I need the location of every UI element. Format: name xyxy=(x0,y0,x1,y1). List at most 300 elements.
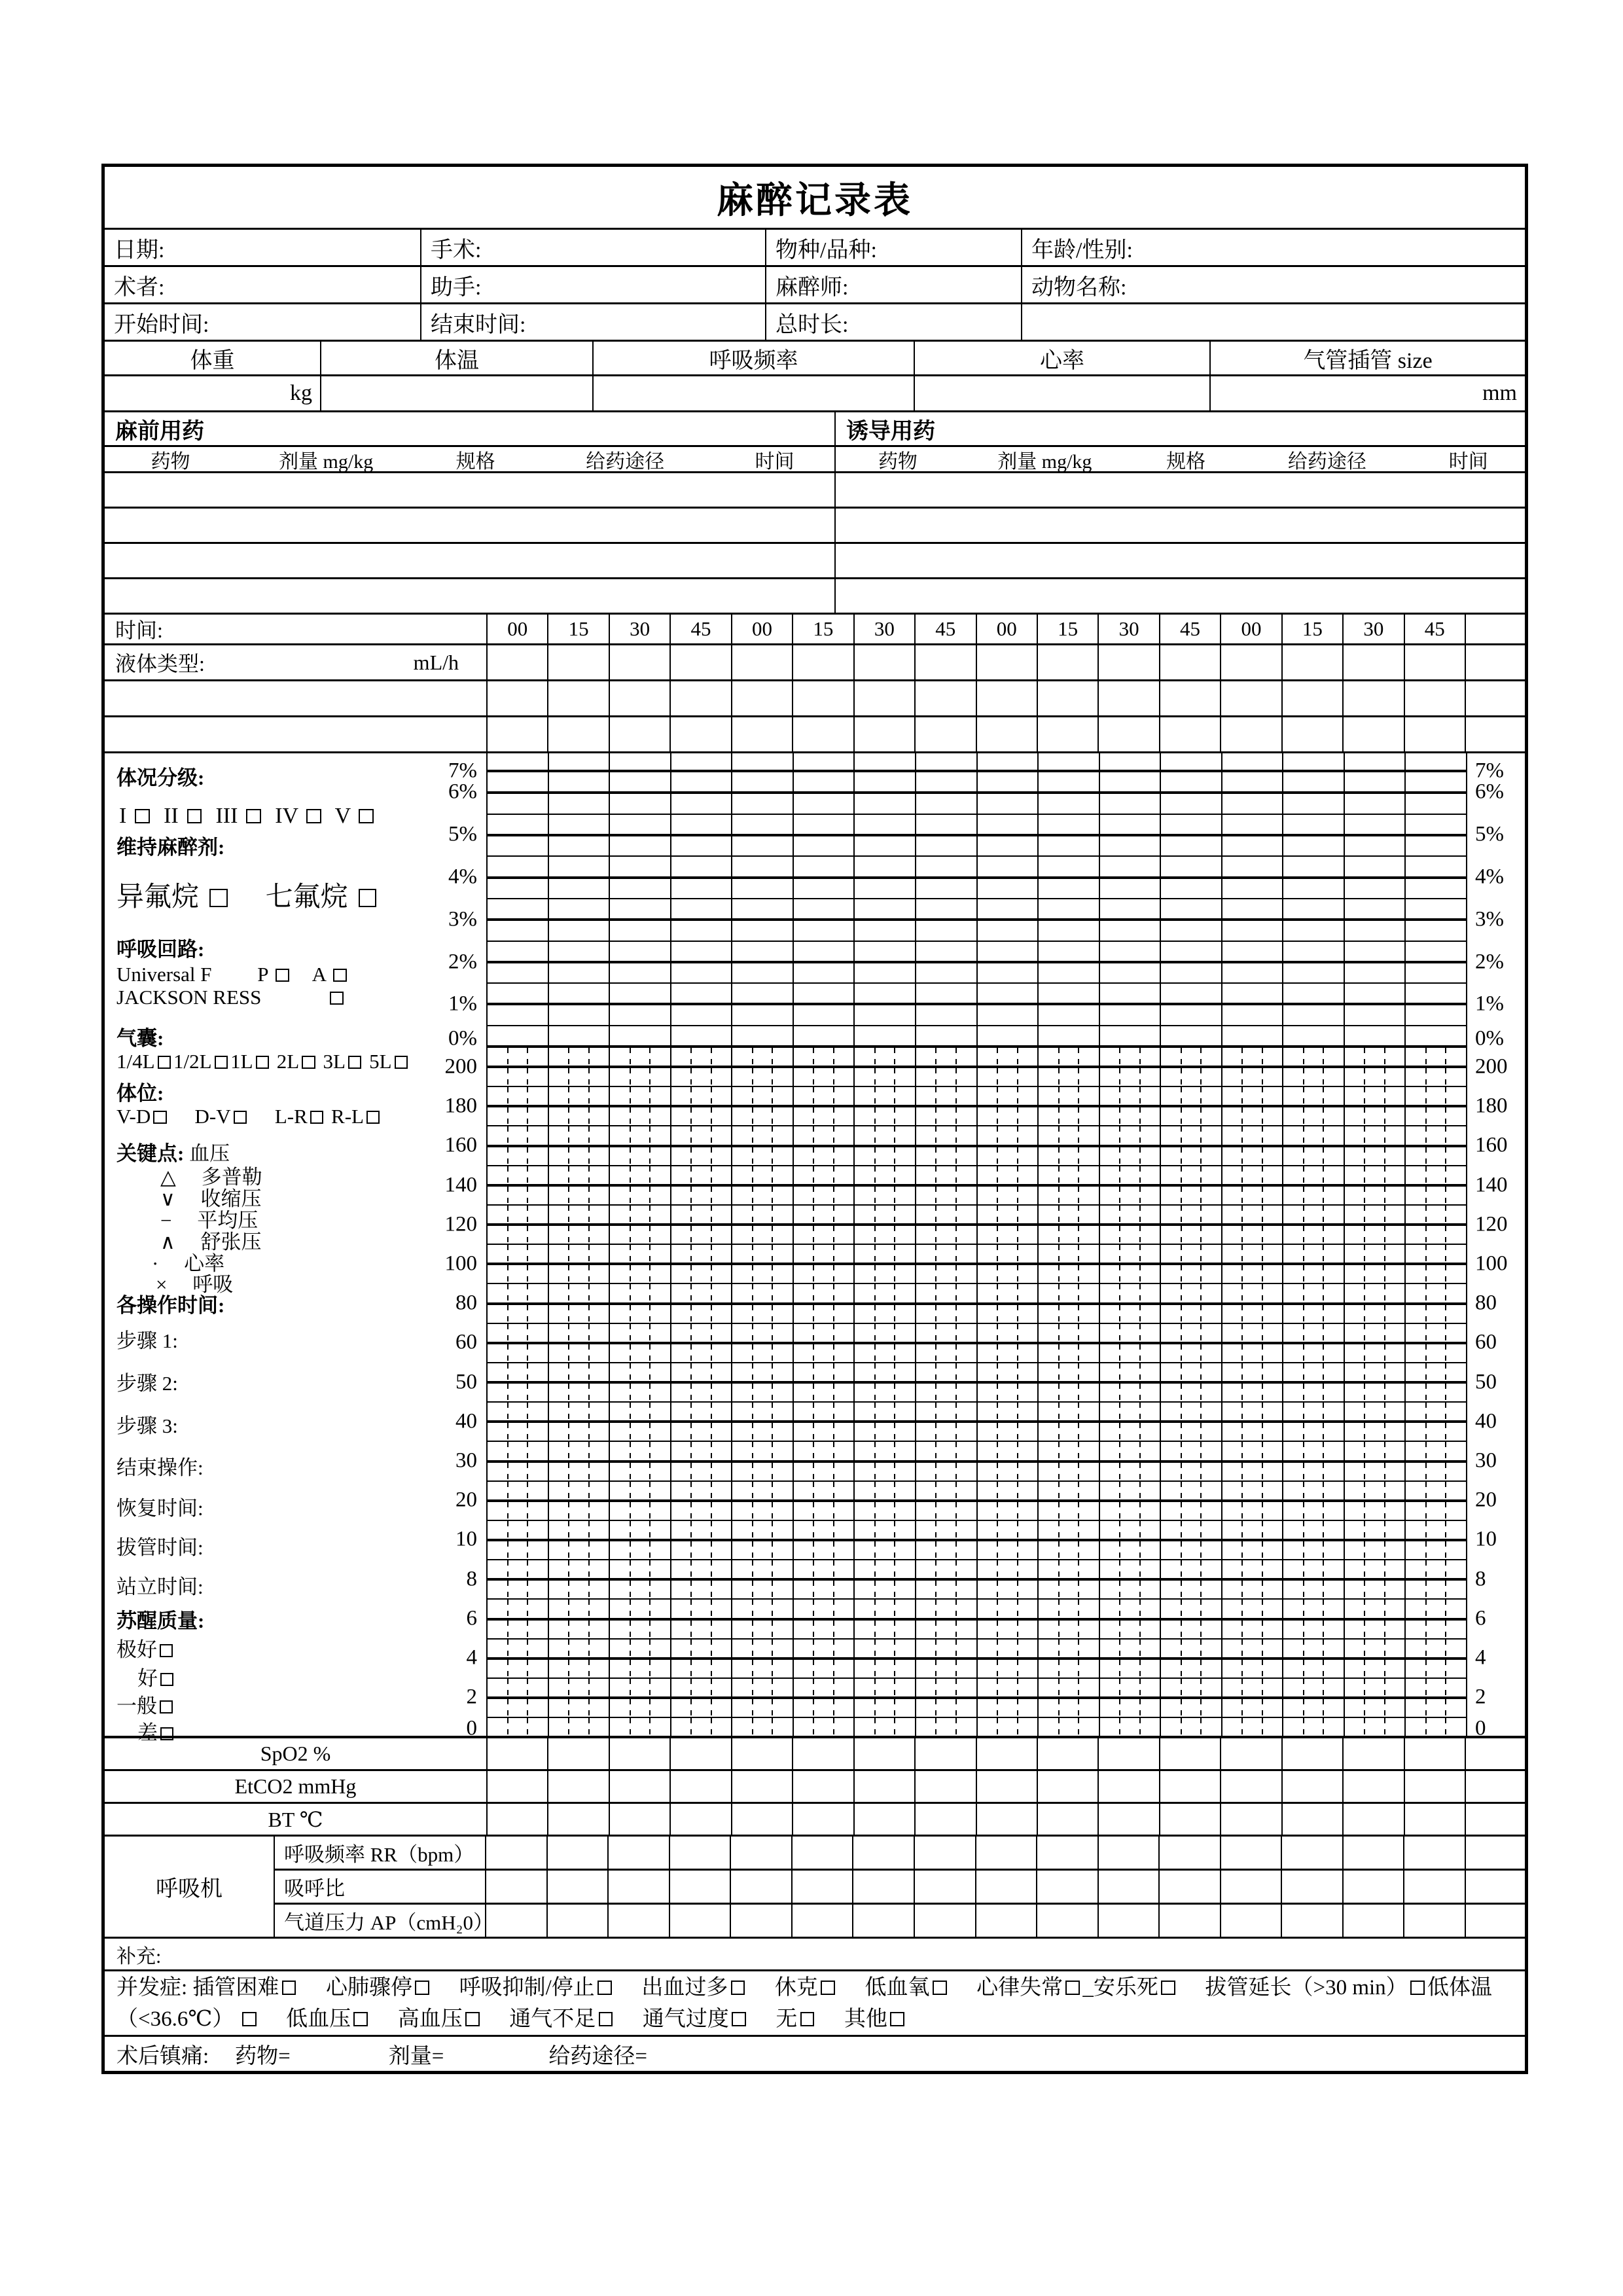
vitals-grid-cell xyxy=(1406,1363,1466,1381)
percent-grid-cell xyxy=(1222,1026,1284,1045)
vitals-grid-cell xyxy=(794,1640,855,1657)
vitals-grid-cell xyxy=(794,1284,855,1302)
percent-grid-cell xyxy=(671,1026,733,1045)
percent-grid-cell xyxy=(1406,753,1466,770)
grid-cell xyxy=(1221,717,1282,751)
vitals-grid-cell xyxy=(1222,1226,1284,1244)
vitals-grid-cell xyxy=(488,1384,549,1401)
time-header-row xyxy=(105,615,1525,645)
vitals-grid-cell xyxy=(610,1206,671,1223)
vitals-grid-cell xyxy=(1406,1423,1466,1441)
vitals-grid-cell xyxy=(1222,1699,1284,1717)
vitals-grid-cell xyxy=(1345,1679,1406,1696)
med-right-cell xyxy=(836,544,1525,577)
percent-grid-cell xyxy=(1100,963,1162,982)
chart-right-scale xyxy=(1466,753,1525,1740)
vitals-grid-cell xyxy=(549,1048,611,1066)
grid-cell xyxy=(793,717,854,751)
percent-grid-cell xyxy=(671,794,733,813)
percent-grid-cell xyxy=(855,942,916,961)
vitals-grid-cell xyxy=(488,1363,549,1381)
vitals-grid-cell xyxy=(794,1048,855,1066)
med-column-header: 药物 xyxy=(151,450,190,473)
vitals-grid-cell xyxy=(671,1423,733,1441)
vitals-grid-cell xyxy=(1345,1463,1406,1480)
checkbox xyxy=(306,809,321,823)
percent-grid-cell xyxy=(916,921,978,940)
vitals-grid-cell xyxy=(916,1718,978,1736)
info-cell: 助手: xyxy=(421,267,766,302)
grid-cell xyxy=(1344,1738,1404,1769)
grid-cell xyxy=(1160,1905,1221,1937)
vitals-grid-cell xyxy=(1283,1305,1345,1323)
vitals-header-cell: 体重 xyxy=(105,342,321,374)
vitals-grid-cell xyxy=(1222,1423,1284,1441)
percent-grid-cell xyxy=(916,772,978,791)
grid-cell xyxy=(1160,645,1221,679)
percent-grid-cell xyxy=(671,963,733,982)
value-scale-label: 80 xyxy=(455,1291,477,1315)
value-scale-label: 200 xyxy=(1475,1054,1508,1079)
info-cell: 手术: xyxy=(421,230,766,265)
grid-cell xyxy=(548,1837,609,1869)
vitals-grid-cell xyxy=(1283,1187,1345,1204)
grid-cell xyxy=(977,1771,1038,1802)
vitals-grid-cell xyxy=(1161,1560,1222,1578)
vitals-grid-cell xyxy=(1406,1521,1466,1539)
value-scale-label: 180 xyxy=(444,1094,477,1118)
vitals-grid-cell xyxy=(1345,1068,1406,1086)
induction-title-cell xyxy=(836,412,1525,445)
grid-cell xyxy=(977,1738,1038,1769)
sidebar-heading: 呼吸回路: xyxy=(116,938,205,961)
vitals-grid-cell xyxy=(488,1442,549,1460)
row-cells xyxy=(486,1871,1466,1903)
percent-grid-cell xyxy=(671,899,733,918)
anesthesia-record-form xyxy=(101,164,1528,2074)
vitals-grid-cell xyxy=(1283,1107,1345,1125)
fluid-row-label xyxy=(105,645,488,679)
grid-cell xyxy=(1404,1871,1466,1903)
vitals-grid-cell xyxy=(671,1502,733,1520)
percent-grid-cell xyxy=(855,753,916,770)
percent-grid-cell xyxy=(1039,1005,1100,1024)
percent-grid-cell xyxy=(1100,857,1162,876)
percent-grid-cell xyxy=(610,815,671,834)
vitals-grid-cell xyxy=(488,1126,549,1144)
vitals-grid-cell xyxy=(732,1363,794,1381)
vitals-grid-cell xyxy=(488,1048,549,1066)
supplement-label: 补充: xyxy=(116,1945,162,1967)
percent-grid-cell xyxy=(978,1005,1039,1024)
value-scale-label: 10 xyxy=(1475,1527,1497,1551)
percent-grid-cell xyxy=(855,815,916,834)
sidebar-item: 一般 xyxy=(116,1695,175,1718)
grid-cell xyxy=(793,1738,854,1769)
percent-grid-cell xyxy=(671,984,733,1003)
percent-grid-cell xyxy=(549,815,611,834)
sidebar-item: − 平均压 xyxy=(160,1209,259,1232)
vitals-grid-cell xyxy=(855,1482,916,1499)
sidebar-item: 站立时间: xyxy=(116,1575,204,1598)
vitals-grid-cell xyxy=(1345,1147,1406,1165)
vitals-grid-cell xyxy=(978,1284,1039,1302)
grid-cell xyxy=(1344,1871,1405,1903)
vitals-grid-cell xyxy=(794,1087,855,1105)
monitor-rows xyxy=(105,1738,1525,1837)
vitals-grid-cell xyxy=(1161,1226,1222,1244)
grid-cell xyxy=(731,1871,793,1903)
vitals-plot-grid xyxy=(488,1048,1466,1736)
vitals-grid-cell xyxy=(732,1403,794,1420)
vitals-grid-cell xyxy=(1283,1048,1345,1066)
vitals-grid-cell xyxy=(794,1265,855,1283)
sidebar-item: 1/4L 1/2L 1L 2L 3L 5L xyxy=(116,1050,410,1073)
checkbox xyxy=(366,1111,380,1124)
vitals-grid-cell xyxy=(978,1245,1039,1263)
sidebar-item xyxy=(116,1142,230,1166)
percent-grid-cell xyxy=(1222,815,1284,834)
vitals-grid-cell xyxy=(1222,1048,1284,1066)
percent-grid-row xyxy=(488,815,1466,836)
percent-grid-cell xyxy=(1406,815,1466,834)
med-column-header: 给药途径 xyxy=(586,450,665,473)
checkbox xyxy=(135,809,149,823)
vitals-grid-cell xyxy=(1161,1265,1222,1283)
vitals-grid-cell xyxy=(1345,1107,1406,1125)
vitals-grid-cell xyxy=(1039,1344,1100,1362)
vitals-grid-cell xyxy=(549,1718,611,1736)
percent-grid-cell xyxy=(488,794,549,813)
value-scale-label: 80 xyxy=(1475,1291,1497,1315)
vitals-grid-cell xyxy=(1222,1068,1284,1086)
vitals-grid-cell xyxy=(1406,1344,1466,1362)
vitals-grid-cell xyxy=(732,1087,794,1105)
percent-grid-cell xyxy=(610,1026,671,1045)
percent-grid-cell xyxy=(1222,1005,1284,1024)
percent-grid-cell xyxy=(916,963,978,982)
grid-cell: 15 xyxy=(548,615,609,643)
grid-cell xyxy=(1038,681,1099,715)
vitals-grid-cell xyxy=(1039,1560,1100,1578)
vitals-grid-cell xyxy=(855,1048,916,1066)
vitals-grid-cell xyxy=(1406,1541,1466,1559)
percent-grid-cell xyxy=(1345,963,1406,982)
percent-grid-cell xyxy=(855,836,916,855)
vitals-grid-cell xyxy=(610,1560,671,1578)
vitals-grid-cell xyxy=(1222,1502,1284,1520)
vitals-grid-cell xyxy=(1161,1541,1222,1559)
percent-grid-cell xyxy=(916,1026,978,1045)
percent-grid-cell xyxy=(549,879,611,898)
vitals-grid-cell xyxy=(549,1187,611,1204)
title-row xyxy=(105,167,1525,230)
row-cells xyxy=(488,1804,1466,1835)
vitals-grid-cell xyxy=(732,1284,794,1302)
vitals-unit-cell: mm xyxy=(1482,381,1517,405)
percent-grid-cell xyxy=(732,1026,794,1045)
percent-grid-cell xyxy=(1161,963,1222,982)
percent-grid-cell xyxy=(1406,942,1466,961)
vitals-grid-cell xyxy=(1100,1166,1162,1184)
percent-grid-cell xyxy=(732,1005,794,1024)
grid-cell xyxy=(1221,1804,1282,1835)
vitals-header-cell: 心率 xyxy=(915,342,1211,374)
vitals-grid-cell xyxy=(1161,1384,1222,1401)
grid-cell xyxy=(1160,717,1221,751)
percent-grid-cell xyxy=(1039,984,1100,1003)
vitals-grid-cell xyxy=(794,1679,855,1696)
vitals-grid-cell xyxy=(1283,1087,1345,1105)
vitals-grid-cell xyxy=(855,1245,916,1263)
grid-cell xyxy=(671,1738,732,1769)
percent-grid-cell xyxy=(1222,942,1284,961)
checkbox xyxy=(1065,1981,1080,1995)
grid-cell xyxy=(1283,1804,1344,1835)
vitals-grid-cell xyxy=(978,1324,1039,1342)
percent-grid-cell xyxy=(1406,1005,1466,1024)
grid-cell: 00 xyxy=(488,615,548,643)
percent-grid-cell xyxy=(855,879,916,898)
vitals-grid-cell xyxy=(855,1324,916,1342)
complications-line-2: （<36.6℃） 低血压 高血压 通气不足 通气过度 无 其他 xyxy=(116,2003,1525,2035)
vitals-grid-cell xyxy=(549,1442,611,1460)
vitals-grid-cell xyxy=(610,1482,671,1499)
vitals-grid-cell xyxy=(916,1226,978,1244)
vitals-grid-cell xyxy=(1406,1245,1466,1263)
percent-grid-cell xyxy=(732,879,794,898)
percent-grid-cell xyxy=(1345,815,1406,834)
percent-grid-cell xyxy=(1039,772,1100,791)
vitals-grid-cell xyxy=(916,1521,978,1539)
vitals-grid-row xyxy=(488,1324,1466,1344)
value-scale-label: 2 xyxy=(1475,1685,1486,1709)
vitals-grid-cell xyxy=(916,1166,978,1184)
vitals-grid-cell xyxy=(1345,1699,1406,1717)
vitals-grid-cell xyxy=(1222,1363,1284,1381)
vitals-grid-cell xyxy=(1283,1660,1345,1677)
percent-grid-cell xyxy=(1161,921,1222,940)
vitals-grid-cell xyxy=(794,1718,855,1736)
vitals-grid-cell xyxy=(488,1107,549,1125)
vitals-grid-cell xyxy=(916,1482,978,1499)
percent-grid-cell xyxy=(732,899,794,918)
vitals-grid-cell xyxy=(1345,1718,1406,1736)
vitals-grid-cell xyxy=(1283,1344,1345,1362)
vitals-grid-cell xyxy=(1100,1502,1162,1520)
vitals-grid-cell xyxy=(488,1265,549,1283)
vitals-grid-cell xyxy=(610,1718,671,1736)
vitals-grid-cell xyxy=(732,1463,794,1480)
vitals-grid-cell xyxy=(671,1621,733,1638)
value-scale-label: 2 xyxy=(466,1685,477,1709)
checkbox xyxy=(359,889,377,907)
vitals-grid-cell xyxy=(916,1541,978,1559)
row-tail-cell xyxy=(1466,681,1525,715)
vitals-grid-cell xyxy=(1100,1660,1162,1677)
vitals-grid-cell xyxy=(794,1699,855,1717)
vitals-grid-row xyxy=(488,1502,1466,1521)
percent-grid-cell xyxy=(916,857,978,876)
medication-empty-row xyxy=(105,509,1525,544)
sidebar-item: 极好 xyxy=(116,1638,175,1662)
percent-grid-cell xyxy=(1345,772,1406,791)
vitals-grid-row xyxy=(488,1126,1466,1147)
sidebar-item: 步骤 2: xyxy=(116,1372,178,1395)
vitals-grid-cell xyxy=(549,1521,611,1539)
grid-cell xyxy=(1404,1837,1466,1869)
row-cells xyxy=(488,1738,1466,1769)
percent-grid-cell xyxy=(1283,921,1345,940)
vitals-grid-cell xyxy=(1283,1442,1345,1460)
vitals-grid-cell xyxy=(1039,1621,1100,1638)
ventilator-row xyxy=(275,1905,1525,1937)
percent-grid-cell xyxy=(1039,942,1100,961)
vitals-grid-cell xyxy=(671,1206,733,1223)
vitals-grid-cell xyxy=(488,1206,549,1223)
grid-cell xyxy=(609,1837,670,1869)
value-scale-label: 20 xyxy=(1475,1488,1497,1512)
grid-cell xyxy=(916,717,976,751)
vitals-grid-cell xyxy=(1161,1324,1222,1342)
checkbox xyxy=(330,992,343,1005)
med-left-cell xyxy=(105,579,836,613)
vitals-grid-cell xyxy=(978,1344,1039,1362)
checkbox xyxy=(395,1056,408,1069)
percent-grid-cell xyxy=(1406,794,1466,813)
checkbox xyxy=(732,2012,746,2026)
vitals-grid-cell xyxy=(732,1324,794,1342)
ventilator-row xyxy=(275,1837,1525,1871)
percent-grid-cell xyxy=(671,921,733,940)
vitals-grid-cell xyxy=(1100,1482,1162,1499)
vitals-grid-cell xyxy=(1222,1679,1284,1696)
vitals-grid-cell xyxy=(1345,1423,1406,1441)
vitals-grid-cell xyxy=(978,1482,1039,1499)
percent-grid-cell xyxy=(1100,899,1162,918)
vitals-grid-cell xyxy=(1222,1482,1284,1499)
sidebar-heading: 体位: xyxy=(116,1082,164,1105)
medication-empty-row xyxy=(105,579,1525,615)
percent-grid-cell xyxy=(488,1026,549,1045)
percent-grid-cell xyxy=(978,772,1039,791)
vitals-grid-cell xyxy=(732,1718,794,1736)
percent-scale-label: 4% xyxy=(1475,865,1504,889)
vitals-grid-cell xyxy=(1161,1660,1222,1677)
vitals-grid-cell xyxy=(916,1463,978,1480)
vitals-grid-cell xyxy=(1039,1718,1100,1736)
vitals-grid-cell xyxy=(610,1363,671,1381)
vitals-grid-cell xyxy=(610,1699,671,1717)
vitals-grid-cell xyxy=(978,1147,1039,1165)
percent-grid-cell xyxy=(978,815,1039,834)
vitals-grid-row xyxy=(488,1660,1466,1679)
vitals-grid-cell xyxy=(1406,1087,1466,1105)
vitals-grid-cell xyxy=(488,1324,549,1342)
vitals-grid-cell xyxy=(1345,1305,1406,1323)
vitals-header-row xyxy=(105,342,1525,376)
sidebar-item xyxy=(116,1294,224,1318)
percent-grid-cell xyxy=(855,1026,916,1045)
med-column-header: 剂量 mg/kg xyxy=(997,450,1092,473)
sidebar-heading: 关键点: xyxy=(116,1142,185,1165)
grid-cell xyxy=(915,1905,976,1937)
info-cell: 动物名称: xyxy=(1031,275,1127,300)
grid-cell: 15 xyxy=(793,615,854,643)
percent-grid-cell xyxy=(610,753,671,770)
percent-grid-cell xyxy=(916,899,978,918)
vitals-grid-cell xyxy=(794,1560,855,1578)
vitals-grid-cell xyxy=(1039,1305,1100,1323)
vitals-grid-cell xyxy=(549,1166,611,1184)
grid-cell xyxy=(793,1871,854,1903)
sidebar-item: × 呼吸 xyxy=(156,1273,234,1296)
vitals-grid-cell xyxy=(732,1126,794,1144)
vitals-grid-cell xyxy=(855,1600,916,1617)
checkbox xyxy=(234,1111,247,1124)
medication-empty-row xyxy=(105,473,1525,509)
grid-cell xyxy=(1099,1738,1160,1769)
vitals-grid-cell xyxy=(1406,1560,1466,1578)
grid-cell xyxy=(1160,1771,1221,1802)
grid-cell xyxy=(1282,1905,1344,1937)
vitals-grid-cell xyxy=(855,1521,916,1539)
vitals-grid-cell xyxy=(732,1423,794,1441)
percent-grid-cell xyxy=(1283,836,1345,855)
monitor-row xyxy=(105,1771,1525,1804)
sidebar-item: I II III IV V xyxy=(119,803,376,829)
value-scale-label: 200 xyxy=(444,1054,477,1079)
info-cell: 麻醉师: xyxy=(766,267,1022,302)
vitals-grid-cell xyxy=(549,1363,611,1381)
checkbox xyxy=(160,1644,173,1657)
vitals-grid-row xyxy=(488,1640,1466,1660)
percent-grid-row xyxy=(488,857,1466,878)
vitals-grid-cell xyxy=(671,1187,733,1204)
vitals-grid-cell xyxy=(916,1581,978,1598)
grid-cell xyxy=(1344,1771,1404,1802)
percent-grid-row xyxy=(488,1026,1466,1045)
vitals-grid-cell xyxy=(488,1068,549,1086)
vitals-unit-cell xyxy=(915,376,1211,410)
vitals-grid-cell xyxy=(1406,1463,1466,1480)
vitals-grid-cell xyxy=(1345,1166,1406,1184)
vitals-grid-cell xyxy=(549,1621,611,1638)
vitals-grid-cell xyxy=(1283,1384,1345,1401)
vitals-grid-row xyxy=(488,1442,1466,1462)
sidebar-text: 血压 xyxy=(184,1142,230,1165)
row-cells xyxy=(488,681,1466,715)
vitals-grid-cell xyxy=(916,1502,978,1520)
vitals-grid-cell xyxy=(1406,1502,1466,1520)
vitals-grid-cell xyxy=(794,1600,855,1617)
vitals-grid-cell xyxy=(1039,1502,1100,1520)
grid-cell xyxy=(855,1804,916,1835)
vitals-grid-cell xyxy=(855,1679,916,1696)
vitals-grid-cell xyxy=(855,1640,916,1657)
percent-scale-label: 6% xyxy=(1475,780,1504,804)
vitals-grid-cell xyxy=(1039,1226,1100,1244)
sidebar-heading: 苏醒质量: xyxy=(116,1609,205,1632)
vitals-grid-cell xyxy=(855,1206,916,1223)
grid-cell xyxy=(916,1771,976,1802)
vitals-grid-cell xyxy=(671,1166,733,1184)
percent-grid-cell xyxy=(1100,984,1162,1003)
percent-grid-cell xyxy=(978,984,1039,1003)
percent-scale-label: 7% xyxy=(1475,759,1504,783)
vitals-grid-cell xyxy=(1283,1560,1345,1578)
vitals-grid-cell xyxy=(978,1660,1039,1677)
